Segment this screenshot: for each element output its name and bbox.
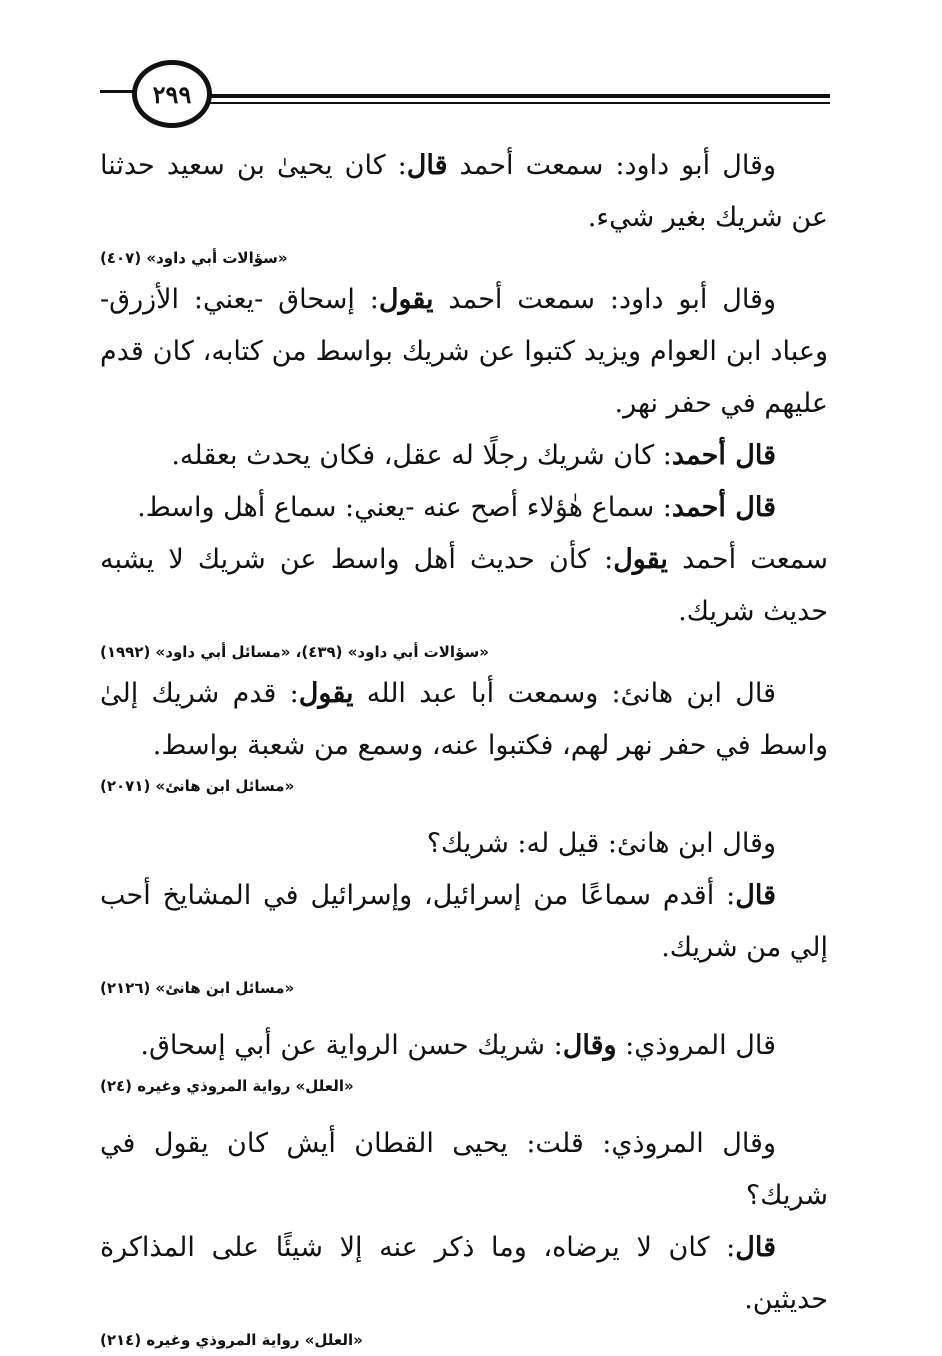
text-run: قال ابن هانئ: وسمعت أبا عبد الله [353, 678, 776, 709]
source-citation [100, 772, 828, 800]
text-run: : سماع هٰؤلاء أصح عنه -يعني: سماع أهل واسط. [137, 492, 672, 523]
paragraph [100, 430, 828, 482]
text-run: وقال المروذي: قلت: يحيى القطان أيش كان يقول في شريك؟ [100, 1128, 828, 1211]
citation-text: «سؤالات أبي داود» (٤٠٧) [100, 249, 288, 267]
paragraph [100, 1020, 828, 1072]
text-run: : كان لا يرضاه، وما ذكر عنه إلا شيئًا على المذاكرة حديثين. [100, 1232, 828, 1315]
page-number-badge [132, 60, 212, 128]
text-run: وقال أبو داود: سمعت أحمد [447, 150, 776, 181]
paragraph [100, 534, 828, 638]
paragraph [100, 668, 828, 772]
source-citation [100, 638, 828, 666]
page-body [100, 140, 828, 1356]
citation-text: «مسائل ابن هانئ» (٢٠٧١) [100, 777, 295, 795]
citation-text: «العلل» رواية المروذي وغيره (٢١٤) [100, 1331, 363, 1349]
bold-text: قال [735, 880, 776, 911]
text-run: : كان يحيىٰ بن سعيد حدثنا عن شريك بغير شيء. [100, 150, 828, 233]
text-run: وقال أبو داود: سمعت أحمد [433, 284, 776, 315]
text-run: وقال ابن هانئ: قيل له: شريك؟ [426, 828, 776, 859]
citation-text: «مسائل ابن هانئ» (٢١٢٦) [100, 979, 295, 997]
citation-text: «العلل» رواية المروذي وغيره (٢٤) [100, 1077, 354, 1095]
bold-text: وقال [562, 1030, 617, 1061]
bold-text: قال [406, 150, 448, 181]
text-run: : أقدم سماعًا من إسرائيل، وإسرائيل في المشايخ أحب إلي من شريك. [100, 880, 828, 963]
paragraph [100, 1222, 828, 1326]
source-citation [100, 1326, 828, 1354]
bold-text: يقول [378, 284, 434, 315]
bold-text: يقول [298, 678, 354, 709]
text-run: : كأن حديث أهل واسط عن شريك لا يشبه حديث شريك. [100, 544, 828, 627]
page-number: ٢٩٩ [152, 79, 192, 109]
paragraph [100, 482, 828, 534]
text-run: : قدم شريك إلىٰ واسط في حفر نهر لهم، فكتبوا عنه، وسمع من شعبة بواسط. [100, 678, 828, 761]
header-rule-thin [208, 102, 830, 104]
paragraph [100, 870, 828, 974]
citation-text: «سؤالات أبي داود» (٤٣٩)، «مسائل أبي داود» (١٩٩٢) [100, 643, 489, 661]
page-header [100, 58, 830, 138]
header-rule-thick [208, 94, 830, 98]
bold-text: قال أحمد [671, 492, 776, 523]
bold-text: يقول [613, 544, 668, 575]
text-run: : كان شريك رجلًا له عقل، فكان يحدث بعقله. [171, 440, 672, 471]
paragraph [100, 818, 828, 870]
bold-text: قال [735, 1232, 776, 1263]
source-citation [100, 244, 828, 272]
text-run: قال المروذي: [616, 1030, 776, 1061]
paragraph [100, 1118, 828, 1222]
text-run: سمعت أحمد [667, 544, 828, 575]
paragraph [100, 274, 828, 430]
text-run: : شريك حسن الرواية عن أبي إسحاق. [140, 1030, 563, 1061]
source-citation [100, 1072, 828, 1100]
paragraph [100, 140, 828, 244]
text-run: : إسحاق -يعني: الأزرق- وعباد ابن العوام ويزيد كتبوا عن شريك بواسط من كتابه، كان قدم عليهم في حفر نهر. [100, 284, 828, 419]
bold-text: قال أحمد [671, 440, 776, 471]
source-citation [100, 974, 828, 1002]
